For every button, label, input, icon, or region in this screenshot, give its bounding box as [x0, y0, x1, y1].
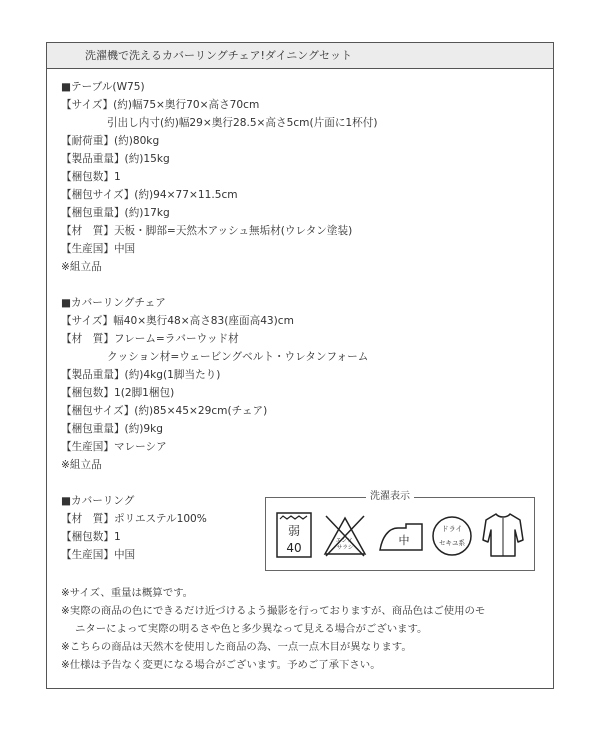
chair-package-count: 【梱包数】1(2脚1梱包): [61, 387, 175, 399]
note-spec-change: ※仕様は予告なく変更になる場合がございます。予めご了承下さい。: [61, 659, 381, 671]
chair-origin: 【生産国】マレーシア: [61, 441, 167, 453]
dry-clean-top: ドライ: [441, 525, 463, 533]
chair-heading: ■カバーリングチェア: [61, 297, 166, 309]
note-natural-wood: ※こちらの商品は天然木を使用した商品の為、一点一点木目が異なります。: [61, 641, 412, 653]
note-approximate: ※サイズ、重量は概算です。: [61, 587, 194, 599]
cover-package-count: 【梱包数】1: [61, 531, 121, 543]
chair-package-size: 【梱包サイズ】(約)85×45×29cm(チェア): [61, 405, 268, 417]
table-load-capacity: 【耐荷重】(約)80kg: [61, 135, 160, 147]
chair-size: 【サイズ】幅40×奥行48×高さ83(座面高43)cm: [61, 315, 294, 327]
panel-title: 洗濯機で洗えるカバーリングチェア!ダイニングセット: [47, 43, 553, 69]
wash-tub-temperature: 40: [286, 541, 302, 555]
table-material: 【材 質】天板・脚部=天然木アッシュ無垢材(ウレタン塗装): [61, 225, 353, 237]
hang-dry-icon: [480, 510, 526, 560]
bleach-label: エンソ サラシ: [335, 538, 354, 551]
dry-clean-bottom: セキユ系: [439, 539, 465, 547]
no-bleach-icon: [322, 512, 368, 558]
cover-heading: ■カバーリング: [61, 495, 135, 507]
table-size: 【サイズ】(約)幅75×奥行70×高さ70cm: [61, 99, 260, 111]
table-package-size: 【梱包サイズ】(約)94×77×11.5cm: [61, 189, 238, 201]
care-label-box: [265, 491, 535, 571]
spec-content: [61, 78, 543, 564]
spec-panel: [46, 42, 554, 689]
wash-tub-icon: [276, 512, 312, 558]
cover-origin: 【生産国】中国: [61, 549, 136, 561]
note-color: ※実際の商品の色にできるだけ近づけるよう撮影を行っておりますが、商品色はご使用のモ: [61, 605, 486, 617]
wash-tub-strength: 弱: [287, 524, 301, 538]
cover-material: 【材 質】ポリエステル100%: [61, 513, 207, 525]
chair-material: 【材 質】フレーム=ラバーウッド材: [61, 333, 239, 345]
chair-assembly-note: ※組立品: [61, 459, 102, 471]
table-package-weight: 【梱包重量】(約)17kg: [61, 207, 170, 219]
table-heading: ■テーブル(W75): [61, 81, 145, 93]
table-origin: 【生産国】中国: [61, 243, 136, 255]
iron-temperature: 中: [398, 534, 410, 547]
chair-package-weight: 【梱包重量】(約)9kg: [61, 423, 164, 435]
table-drawer-size: 引出し内寸(約)幅29×奥行28.5×高さ5cm(片面に1杯付): [107, 117, 378, 129]
table-assembly-note: ※組立品: [61, 261, 102, 273]
table-weight: 【製品重量】(約)15kg: [61, 153, 170, 165]
dry-clean-icon: [430, 512, 474, 558]
iron-icon: [376, 514, 426, 558]
table-package-count: 【梱包数】1: [61, 171, 121, 183]
note-color-continued: ニターによって実際の明るさや色と多少異なって見える場合がございます。: [75, 623, 428, 635]
chair-cushion-material: クッション材=ウェービングベルト・ウレタンフォーム: [107, 351, 369, 363]
chair-weight: 【製品重量】(約)4kg(1脚当たり): [61, 369, 221, 381]
care-label-title: 洗濯表示: [366, 490, 414, 504]
notes-section: [61, 584, 547, 674]
